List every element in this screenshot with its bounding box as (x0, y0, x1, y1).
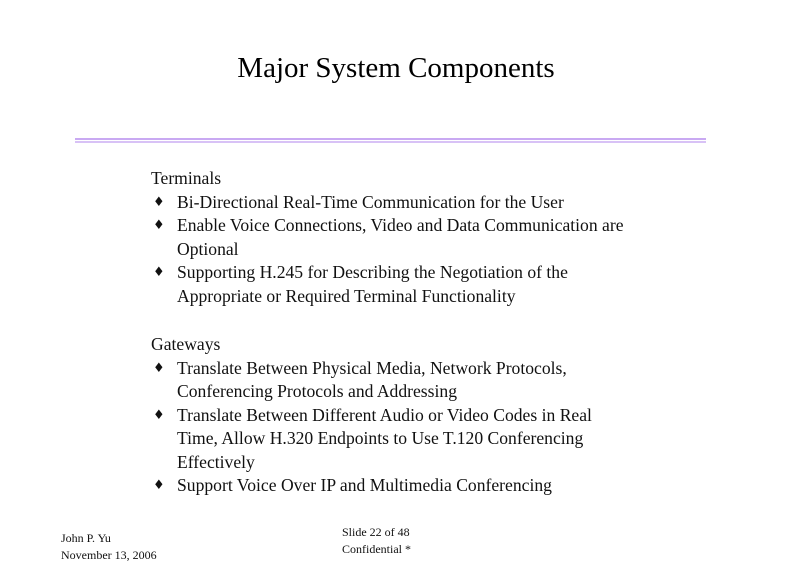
bullet-text: Support Voice Over IP and Multimedia Conferencing (177, 475, 552, 495)
diamond-bullet-icon: ♦ (153, 407, 165, 423)
diamond-bullet-icon: ♦ (153, 194, 165, 210)
slide-title: Major System Components (237, 52, 555, 84)
bullet-list-gateways (151, 357, 631, 498)
section-gateways (151, 333, 631, 498)
bullet-list-terminals (151, 191, 631, 309)
bullet-item (151, 357, 631, 404)
bullet-item (151, 404, 631, 475)
bullet-item (151, 191, 631, 215)
bullet-text: Enable Voice Connections, Video and Data Communication are Optional (177, 215, 624, 259)
slide-number: Slide 22 of 48 (342, 525, 410, 539)
diamond-bullet-icon: ♦ (153, 218, 165, 233)
diamond-bullet-icon: ♦ (153, 360, 165, 376)
footer-author-block (61, 530, 157, 564)
bullet-text: Translate Between Different Audio or Video Codes in Real Time, Allow H.320 Endpoints to Use T.120 Conferencing Effectively (177, 404, 592, 472)
title-divider-line (75, 138, 706, 140)
bullet-item (151, 214, 631, 261)
bullet-text: Bi-Directional Real-Time Communication for the User (177, 191, 564, 212)
title-divider-line-secondary (75, 141, 706, 143)
bullet-item (151, 261, 631, 308)
footer-author: John P. Yu (61, 531, 111, 545)
bullet-text: Supporting H.245 for Describing the Negotiation of the Appropriate or Required Terminal Functionality (177, 262, 568, 306)
bullet-item (151, 474, 631, 498)
footer-slide-info (342, 524, 411, 558)
confidentiality-label: Confidential * (342, 542, 411, 556)
bullet-text: Translate Between Physical Media, Network Protocols, Conferencing Protocols and Addressing (177, 357, 567, 401)
diamond-bullet-icon: ♦ (153, 478, 165, 493)
section-heading-gateways: Gateways (151, 334, 221, 354)
footer-date: November 13, 2006 (61, 548, 157, 562)
section-terminals (151, 167, 631, 308)
section-heading-terminals: Terminals (151, 168, 222, 188)
diamond-bullet-icon: ♦ (153, 265, 165, 280)
